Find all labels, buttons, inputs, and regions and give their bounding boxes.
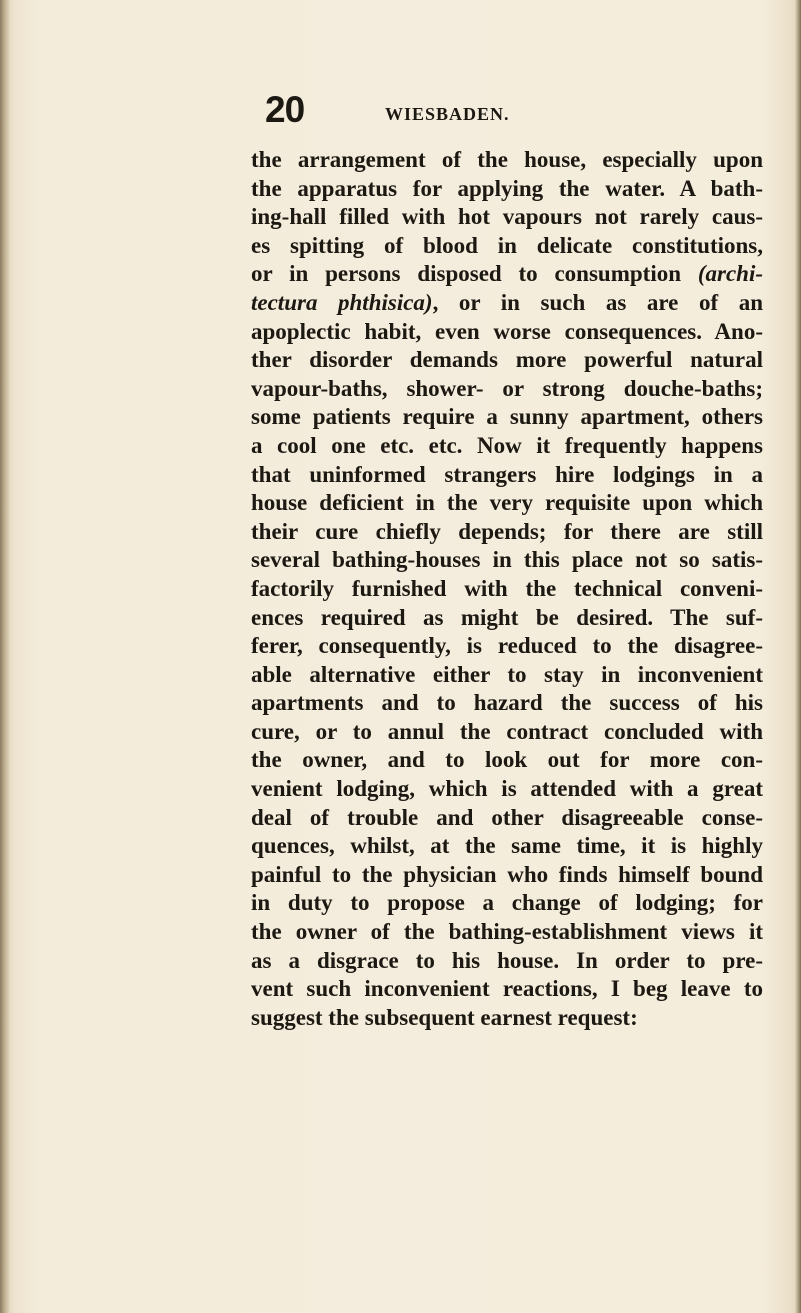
text-line: that uninformed strangers hire lodgings in a	[251, 461, 763, 487]
text-line: ther disorder demands more powerful natural	[251, 347, 763, 373]
text-line: es spitting of blood in delicate constitutions,	[251, 232, 763, 258]
text-line: painful to the physician who finds himself bound	[251, 861, 763, 887]
text-line: venient lodging, which is attended with a great	[251, 776, 763, 802]
page-number: 20	[265, 89, 305, 130]
page-gutter-left	[0, 0, 10, 1313]
text-line: ences required as might be desired. The suf-	[251, 604, 763, 630]
page-edge-right	[795, 0, 801, 1313]
text-line: factorily furnished with the technical conveni-	[251, 575, 763, 601]
text-line: apartments and to hazard the success of his	[251, 690, 763, 716]
text-line: cure, or to annul the contract concluded with	[251, 718, 763, 744]
text-line: suggest the subsequent earnest request:	[251, 1004, 638, 1030]
text-line: the apparatus for applying the water. A bath-	[251, 175, 763, 201]
text-line: some patients require a sunny apartment, others	[251, 404, 763, 430]
text-line: vapour-baths, shower- or strong douche-baths;	[251, 375, 763, 401]
italic-term: (archi-	[697, 261, 763, 287]
text-line: tectura phthisica), or in such as are of an	[251, 289, 763, 315]
text-line: quences, whilst, at the same time, it is highly	[251, 833, 763, 859]
text-line: in duty to propose a change of lodging; for	[251, 890, 763, 916]
text-line: the owner of the bathing-establishment views it	[251, 919, 763, 945]
text-line: ing-hall filled with hot vapours not rarely caus-	[251, 204, 763, 230]
text-line: ferer, consequently, is reduced to the disagree-	[251, 633, 763, 659]
body-text	[251, 146, 763, 1032]
text-line: their cure chiefly depends; for there are still	[251, 518, 763, 544]
text-line: able alternative either to stay in inconvenient	[251, 661, 763, 687]
text-line: several bathing-houses in this place not so satis-	[251, 547, 763, 573]
text-line: the arrangement of the house, especially upon	[251, 147, 763, 172]
text-line: a cool one etc. etc. Now it frequently happens	[251, 432, 763, 458]
text-line: as a disgrace to his house. In order to pre-	[251, 947, 763, 973]
text-line: house deficient in the very requisite upon which	[251, 490, 763, 516]
text-line: deal of trouble and other disagreeable conse-	[251, 804, 763, 830]
italic-term: tectura phthisica)	[251, 289, 433, 315]
running-head: WIESBADEN.	[385, 104, 510, 124]
text-line: vent such inconvenient reactions, I beg leave to	[251, 976, 763, 1002]
page-header	[265, 90, 745, 140]
text-line: apoplectic habit, even worse consequences. Ano-	[251, 318, 763, 344]
text-line: the owner, and to look out for more con-	[251, 747, 763, 773]
text-line: or in persons disposed to consumption (archi-	[251, 261, 763, 287]
